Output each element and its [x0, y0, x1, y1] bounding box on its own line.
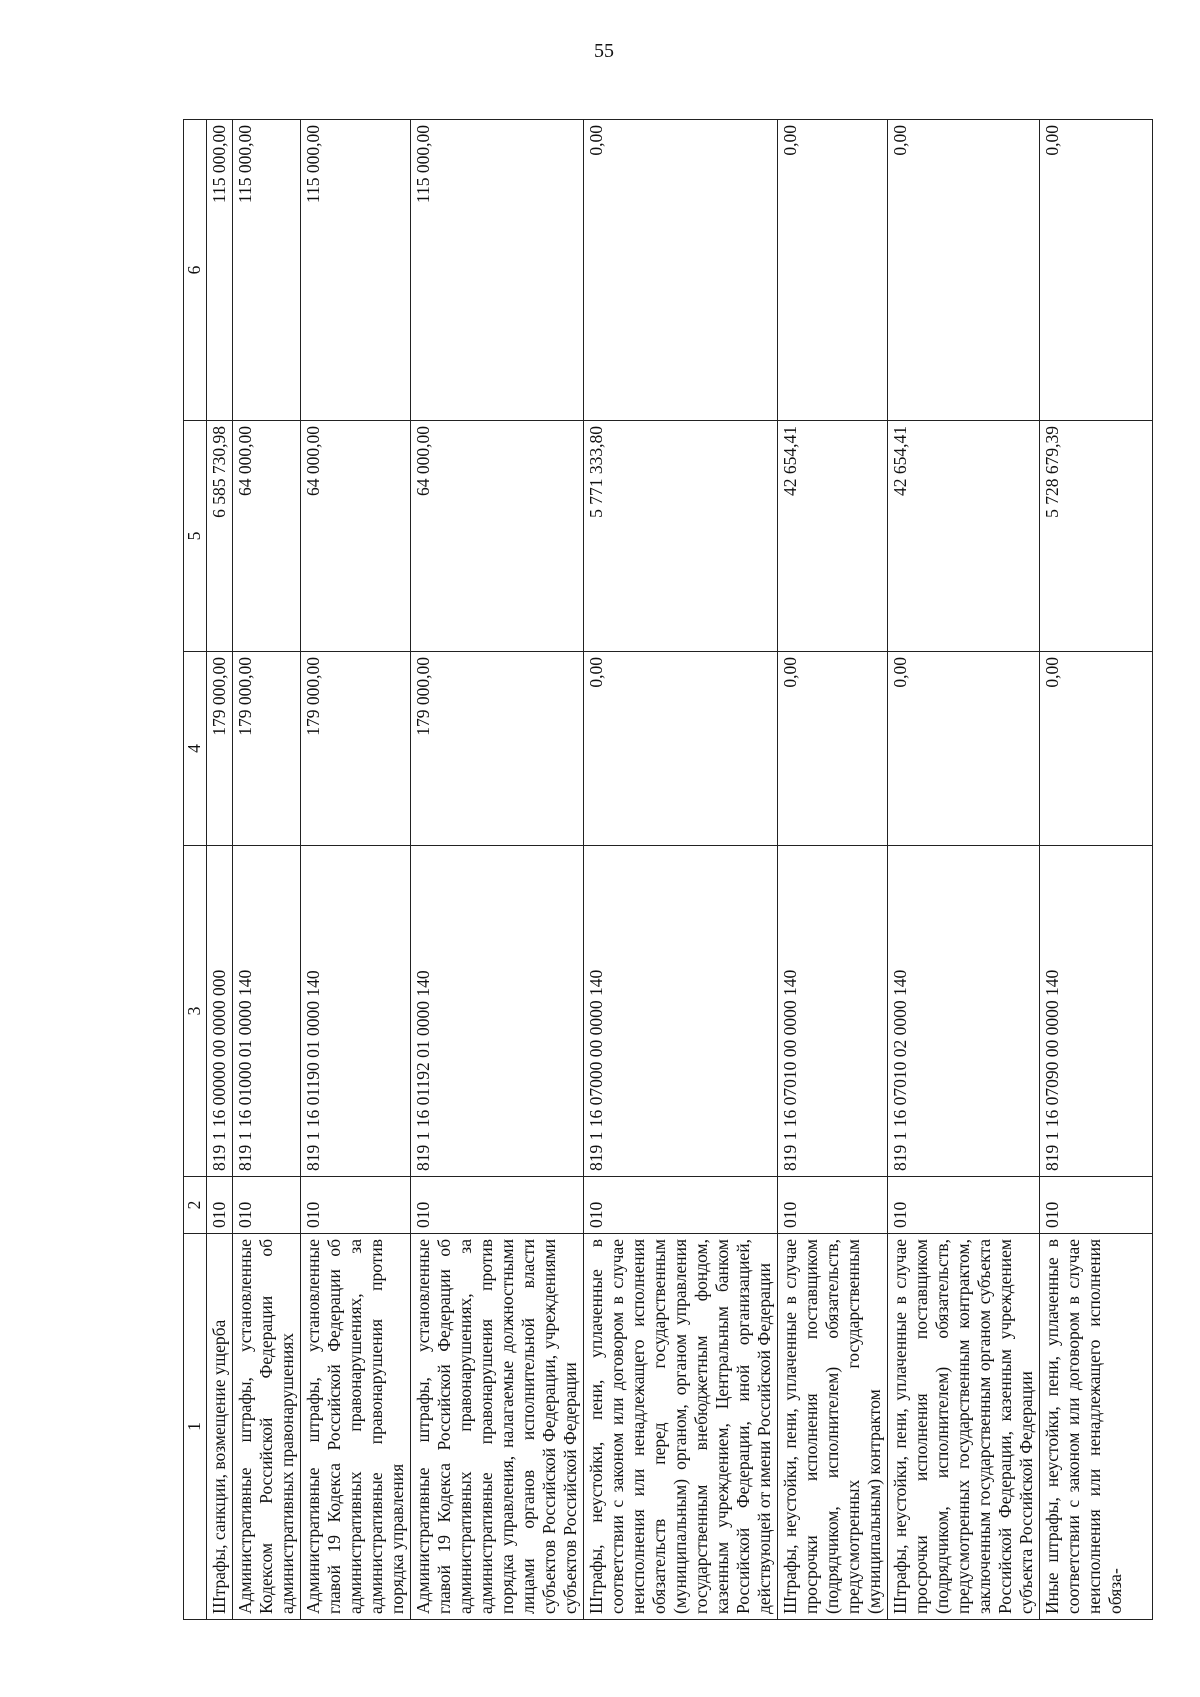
budget-code: 819 1 16 01192 01 0000 140: [411, 846, 584, 1177]
value-col5: 42 654,41: [778, 421, 888, 652]
value-col4: 0,00: [1040, 652, 1153, 846]
value-col6: 0,00: [778, 120, 888, 421]
admin-code: 010: [888, 1177, 1040, 1234]
table-row: [301, 120, 411, 1620]
column-header: 2: [184, 1177, 207, 1234]
admin-code: 010: [584, 1177, 778, 1234]
column-header: 6: [184, 120, 207, 421]
row-name: Штрафы, неустойки, пени, уплаченные в соответствии с законом или договором в случае неисполнения или ненадлежащего исполнения обязательств перед государственным (муниципальным) органом, органом управления государственным внебюджетным фондом, казенным учреждением, Центральным банком Российской Федерации, иной организацией, действующей от имени Российской Федерации: [584, 1234, 778, 1620]
value-col5: 64 000,00: [301, 421, 411, 652]
table-header-row: [184, 120, 207, 1620]
value-col5: 64 000,00: [233, 421, 301, 652]
value-col4: 179 000,00: [207, 652, 233, 846]
value-col5: 42 654,41: [888, 421, 1040, 652]
budget-code: 819 1 16 07090 00 0000 140: [1040, 846, 1153, 1177]
value-col4: 179 000,00: [301, 652, 411, 846]
value-col6: 0,00: [584, 120, 778, 421]
table-row: [207, 120, 233, 1620]
budget-code: 819 1 16 07010 02 0000 140: [888, 846, 1040, 1177]
row-name: Штрафы, неустойки, пени, уплаченные в случае просрочки исполнения поставщиком (подрядчиком, исполнителем) обязательств, предусмотренных государственным (муниципальным) контрактом: [778, 1234, 888, 1620]
row-name: Административные штрафы, установленные главой 19 Кодекса Российской Федерации об административных правонарушениях, за административные правонарушения против порядка управления: [301, 1234, 411, 1620]
admin-code: 010: [233, 1177, 301, 1234]
table-row: [584, 120, 778, 1620]
value-col5: 6 585 730,98: [207, 421, 233, 652]
budget-table-rotated: [183, 120, 1125, 1620]
value-col4: 0,00: [778, 652, 888, 846]
admin-code: 010: [207, 1177, 233, 1234]
budget-code: 819 1 16 07000 00 0000 140: [584, 846, 778, 1177]
admin-code: 010: [778, 1177, 888, 1234]
value-col4: 179 000,00: [411, 652, 584, 846]
table-row: [411, 120, 584, 1620]
admin-code: 010: [301, 1177, 411, 1234]
value-col4: 179 000,00: [233, 652, 301, 846]
row-name: Иные штрафы, неустойки, пени, уплаченные в соответствии с законом или договором в случае неисполнения или ненадлежащего исполнения обяза-: [1040, 1234, 1153, 1620]
budget-code: 819 1 16 00000 00 0000 000: [207, 846, 233, 1177]
value-col4: 0,00: [584, 652, 778, 846]
column-header: 1: [184, 1234, 207, 1620]
value-col6: 0,00: [1040, 120, 1153, 421]
value-col4: 0,00: [888, 652, 1040, 846]
value-col6: 115 000,00: [411, 120, 584, 421]
value-col6: 115 000,00: [233, 120, 301, 421]
table-row: [233, 120, 301, 1620]
row-name: Штрафы, неустойки, пени, уплаченные в случае просрочки исполнения поставщиком (подрядчиком, исполнителем) обязательств, предусмотренных государственным контрактом, заключенным государственным органом субъекта Российской Федерации, казенным учреждением субъекта Российской Федерации: [888, 1234, 1040, 1620]
value-col6: 115 000,00: [207, 120, 233, 421]
page-number: 55: [594, 40, 614, 62]
row-name: Административные штрафы, установленные Кодексом Российской Федерации об административных правонарушениях: [233, 1234, 301, 1620]
row-name: Административные штрафы, установленные главой 19 Кодекса Российской Федерации об административных правонарушениях, за административные правонарушения против порядка управления, налагаемые должностными лицами органов исполнительной власти субъектов Российской Федерации, учреждениями субъектов Российской Федерации: [411, 1234, 584, 1620]
column-header: 3: [184, 846, 207, 1177]
budget-code: 819 1 16 07010 00 0000 140: [778, 846, 888, 1177]
admin-code: 010: [411, 1177, 584, 1234]
value-col5: 5 771 333,80: [584, 421, 778, 652]
value-col6: 115 000,00: [301, 120, 411, 421]
value-col5: 5 728 679,39: [1040, 421, 1153, 652]
table-row: [1040, 120, 1153, 1620]
budget-code: 819 1 16 01190 01 0000 140: [301, 846, 411, 1177]
row-name: Штрафы, санкции, возмещение ущерба: [207, 1234, 233, 1620]
budget-table: [183, 119, 1153, 1620]
column-header: 5: [184, 421, 207, 652]
column-header: 4: [184, 652, 207, 846]
table-row: [778, 120, 888, 1620]
table-row: [888, 120, 1040, 1620]
budget-code: 819 1 16 01000 01 0000 140: [233, 846, 301, 1177]
value-col5: 64 000,00: [411, 421, 584, 652]
value-col6: 0,00: [888, 120, 1040, 421]
admin-code: 010: [1040, 1177, 1153, 1234]
